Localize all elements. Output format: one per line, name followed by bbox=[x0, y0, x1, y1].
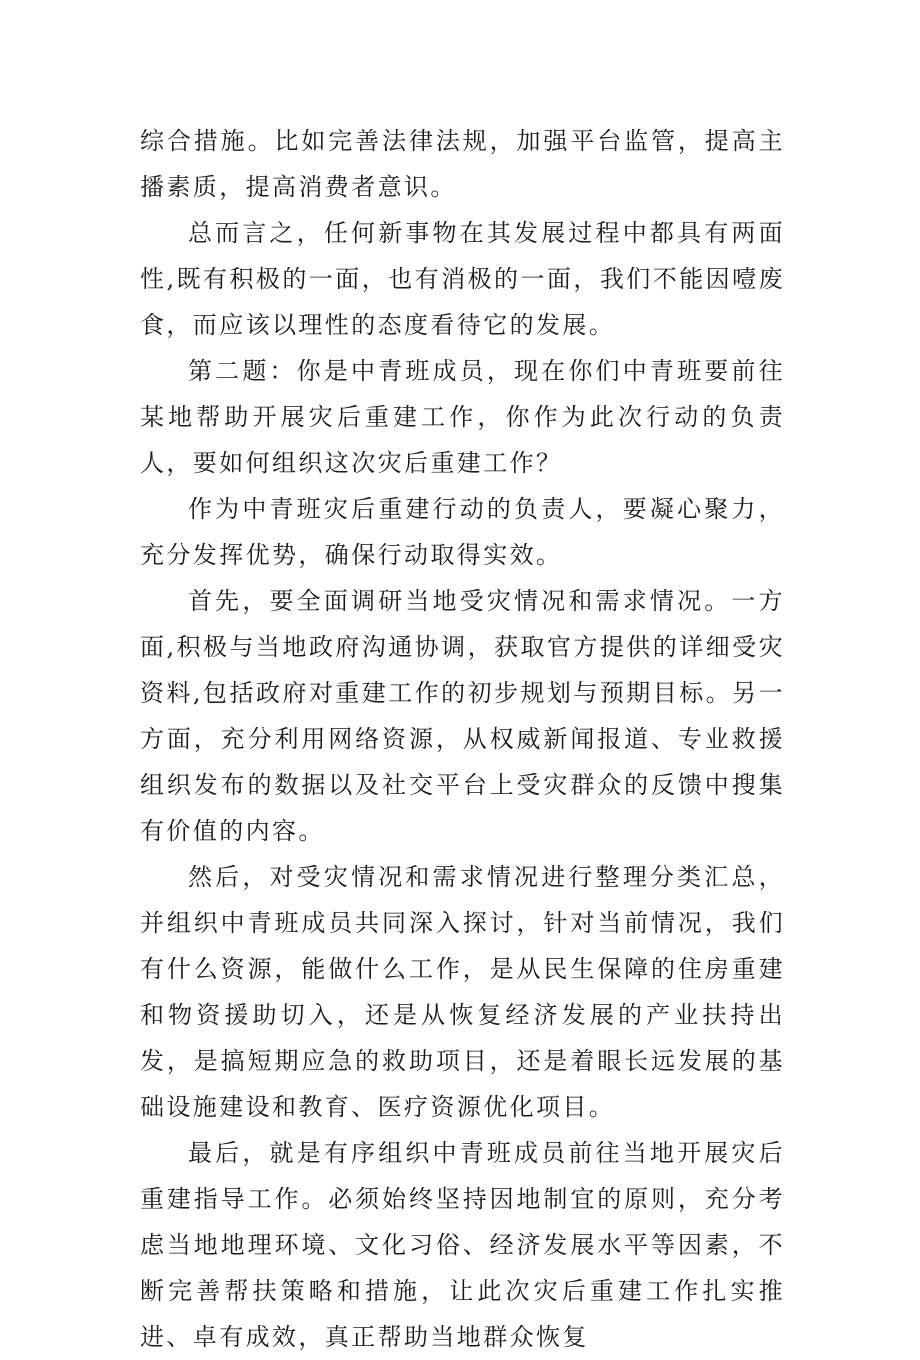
paragraph-second-step: 然后，对受灾情况和需求情况进行整理分类汇总，并组织中青班成员共同深入探讨，针对当前情况，我们有什么资源，能做什么工作，是从民生保障的住房重建和物资援助切入，还是从恢复经济发展的产业扶持出发，是搞短期应急的救助项目，还是着眼长远发展的基础设施建设和教育、医疗资源优化项目。 bbox=[140, 863, 785, 1121]
paragraph-answer-intro: 作为中青班灾后重建行动的负责人，要凝心聚力，充分发挥优势，确保行动取得实效。 bbox=[140, 495, 785, 569]
paragraph-final-step: 最后，就是有序组织中青班成员前往当地开展灾后重建指导工作。必须始终坚持因地制宜的原则，充分考虑当地地理环境、文化习俗、经济发展水平等因素，不断完善帮扶策略和措施，让此次灾后重建工作扎实推进、卓有成效，真正帮助当地群众恢复 bbox=[140, 1139, 785, 1351]
document-body bbox=[140, 118, 785, 1360]
paragraph-first-step: 首先，要全面调研当地受灾情况和需求情况。一方面,积极与当地政府沟通协调，获取官方提供的详细受灾资料,包括政府对重建工作的初步规划与预期目标。另一方面，充分利用网络资源，从权威新闻报道、专业救援组织发布的数据以及社交平台上受灾群众的反馈中搜集有价值的内容。 bbox=[140, 587, 785, 845]
paragraph-summary: 总而言之，任何新事物在其发展过程中都具有两面性,既有积极的一面，也有消极的一面，我们不能因噎废食，而应该以理性的态度看待它的发展。 bbox=[140, 219, 785, 339]
paragraph-continuation: 综合措施。比如完善法律法规，加强平台监管，提高主播素质，提高消费者意识。 bbox=[140, 127, 785, 201]
paragraph-question-two: 第二题：你是中青班成员，现在你们中青班要前往某地帮助开展灾后重建工作，你作为此次行动的负责人，要如何组织这次灾后重建工作？ bbox=[140, 357, 785, 477]
